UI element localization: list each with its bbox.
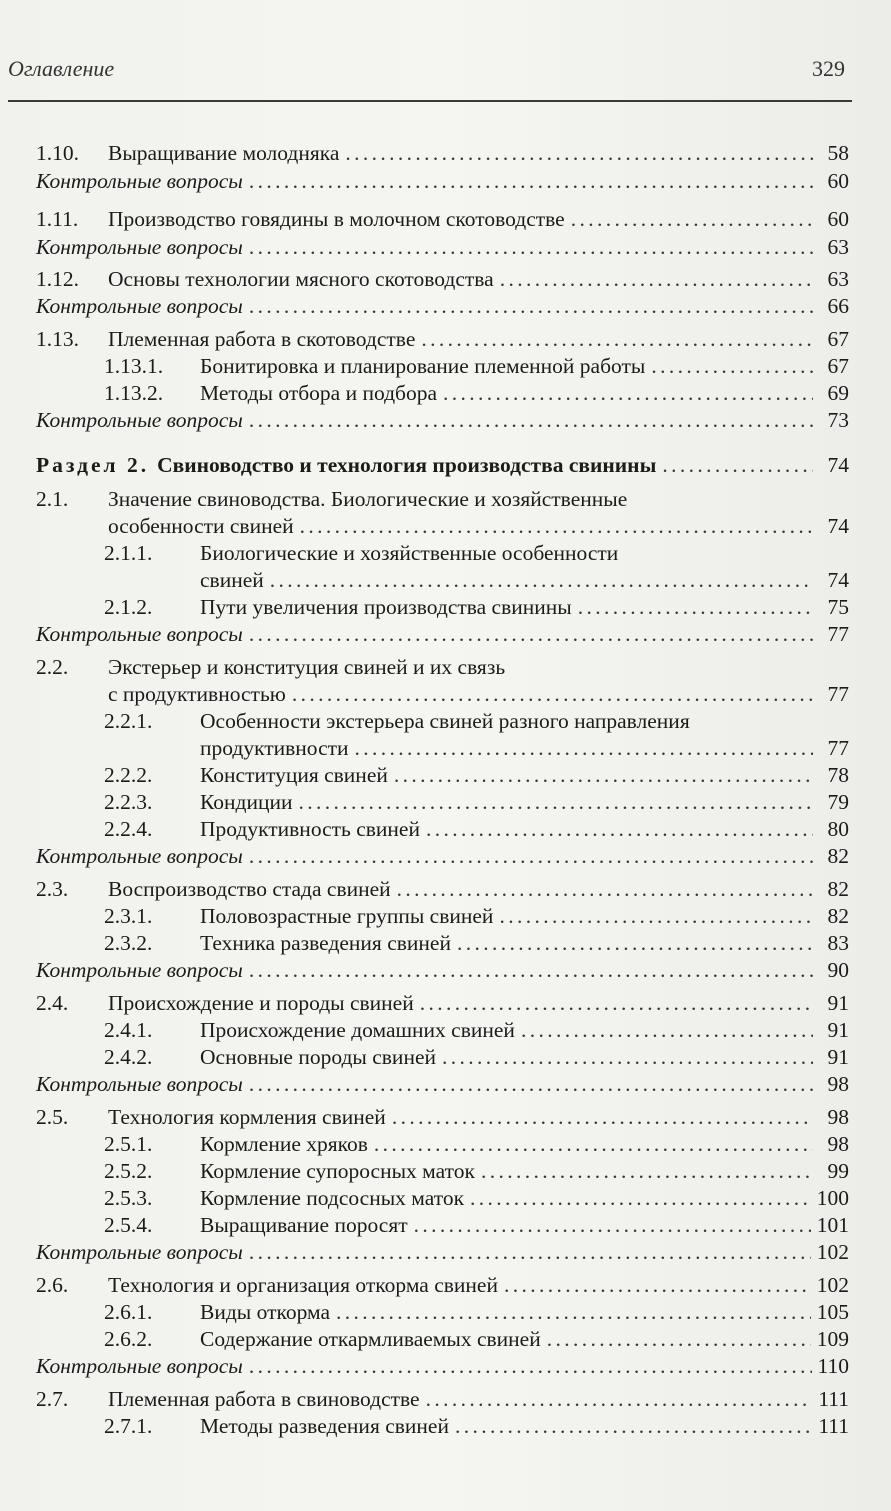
toc-entry-number: 2.6. — [36, 1273, 69, 1297]
toc-entry[interactable] — [104, 1131, 849, 1158]
leader-dots — [299, 789, 814, 816]
toc-entry[interactable] — [36, 140, 849, 167]
toc-entry-title: Племенная работа в свиноводстве — [108, 1387, 420, 1411]
toc-entry[interactable] — [104, 903, 849, 930]
toc-entry-page: 98 — [827, 1105, 849, 1129]
toc-entry[interactable] — [104, 789, 849, 816]
toc-entry-page: 91 — [827, 991, 849, 1015]
leader-dots — [457, 930, 813, 957]
toc-entry-title: Кормление подсосных маток — [200, 1186, 465, 1210]
toc-entry-title: Контрольные вопросы — [36, 1072, 243, 1096]
toc-entry-page: 110 — [817, 1354, 849, 1378]
toc-entry[interactable] — [104, 1017, 849, 1044]
toc-entry-title: Контрольные вопросы — [36, 235, 243, 259]
leader-dots — [270, 567, 813, 594]
leader-dots — [336, 1299, 811, 1326]
toc-entry-title: Конституция свиней — [200, 763, 388, 787]
toc-entry[interactable] — [36, 234, 849, 261]
toc-entry-number: 2.3. — [36, 877, 69, 901]
leader-dots — [662, 452, 813, 479]
leader-dots — [345, 140, 813, 167]
toc-entry-page: 58 — [827, 141, 849, 165]
toc-entry[interactable] — [200, 567, 849, 594]
toc-entry[interactable] — [36, 266, 849, 293]
toc-entry-title: Выращивание молодняка — [108, 141, 340, 165]
leader-dots — [414, 1212, 811, 1239]
toc-entry[interactable] — [36, 1353, 849, 1380]
toc-entry[interactable] — [36, 957, 849, 984]
leader-dots — [421, 326, 813, 353]
toc-entry-page: 63 — [827, 235, 849, 259]
toc-entry-page: 98 — [827, 1132, 849, 1156]
toc-entry-title: Методы отбора и подбора — [200, 381, 438, 405]
toc-entry-number: 2.3.2. — [104, 931, 153, 955]
toc-entry[interactable] — [104, 1158, 849, 1185]
toc-entry-number: 2.2.2. — [104, 763, 153, 787]
toc-entry-page: 66 — [827, 294, 849, 318]
toc-entry-page: 78 — [827, 763, 849, 787]
toc-entry-page: 67 — [827, 354, 849, 378]
toc-entry[interactable] — [108, 681, 849, 708]
toc-entry-number: 1.12. — [36, 267, 79, 291]
toc-entry[interactable] — [36, 876, 849, 903]
toc-entry[interactable] — [104, 1413, 849, 1440]
toc-entry-title-line1: Особенности экстерьера свиней разного направления — [200, 709, 690, 733]
toc-entry[interactable] — [104, 762, 849, 789]
toc-entry[interactable] — [104, 1212, 849, 1239]
toc-entry-title: Содержание откармливаемых свиней — [200, 1327, 541, 1351]
leader-dots — [249, 621, 813, 648]
toc-entry-number: 1.13. — [36, 327, 79, 351]
toc-entry-page: 91 — [827, 1018, 849, 1042]
toc-entry-title: Кормление супоросных маток — [200, 1159, 475, 1183]
toc-entry-page: 90 — [827, 958, 849, 982]
toc-section-entry[interactable] — [36, 452, 849, 479]
toc-entry-page: 105 — [816, 1300, 849, 1324]
toc-entry-number: 2.4.1. — [104, 1018, 153, 1042]
leader-dots — [249, 1353, 812, 1380]
toc-entry-number: 2.3.1. — [104, 904, 153, 928]
toc-entry-number: 2.5.4. — [104, 1213, 153, 1237]
toc-entry-title: особенности свиней — [108, 514, 294, 538]
toc-entry-number: 2.1. — [36, 487, 69, 511]
toc-entry-number: 2.7. — [36, 1387, 69, 1411]
toc-entry-title: Контрольные вопросы — [36, 1354, 243, 1378]
toc-entry-number: 2.5.3. — [104, 1186, 153, 1210]
toc-entry[interactable] — [36, 1071, 849, 1098]
toc-entry-page: 69 — [827, 381, 849, 405]
toc-entry-page: 111 — [818, 1387, 849, 1411]
toc-entry-page: 60 — [827, 207, 849, 231]
leader-dots — [578, 594, 813, 621]
leader-dots — [470, 1185, 811, 1212]
toc-entry-page: 82 — [827, 904, 849, 928]
toc-entry[interactable] — [104, 930, 849, 957]
toc-entry-title: Пути увеличения производства свинины — [200, 595, 572, 619]
toc-entry-number: 2.6.1. — [104, 1300, 153, 1324]
toc-entry-title: Методы разведения свиней — [200, 1414, 449, 1438]
toc-entry-title: Продуктивность свиней — [200, 817, 420, 841]
toc-entry[interactable] — [36, 407, 849, 434]
toc-entry[interactable] — [108, 513, 849, 540]
toc-entry[interactable] — [36, 990, 849, 1017]
toc-entry-title: Половозрастные группы свиней — [200, 904, 494, 928]
toc-entry-number: 2.5.1. — [104, 1132, 153, 1156]
toc-entry[interactable] — [36, 843, 849, 870]
toc-entry-page: 63 — [827, 267, 849, 291]
toc-entry[interactable] — [104, 594, 849, 621]
toc-entry-title: Свиноводство и технология производства свинины — [157, 453, 657, 477]
leader-dots — [249, 293, 813, 320]
toc-entry-page: 60 — [827, 169, 849, 193]
leader-dots — [521, 1017, 813, 1044]
toc-entry-page: 75 — [827, 595, 849, 619]
header-rule — [8, 100, 852, 102]
toc-entry-number: 1.10. — [36, 141, 79, 165]
toc-entry-title: Кондиции — [200, 790, 293, 814]
toc-entry-title: Бонитировка и планирование племенной работы — [200, 354, 646, 378]
toc-entry-title: Выращивание поросят — [200, 1213, 408, 1237]
leader-dots — [249, 957, 813, 984]
toc-entry[interactable] — [36, 1239, 849, 1266]
toc-entry-page: 67 — [827, 327, 849, 351]
leader-dots — [300, 513, 813, 540]
toc-entry-title: Основные породы свиней — [200, 1045, 436, 1069]
toc-entry-title: Кормление хряков — [200, 1132, 368, 1156]
toc-entry-page: 82 — [827, 844, 849, 868]
leader-dots — [504, 1272, 811, 1299]
toc-entry-page: 111 — [818, 1414, 849, 1438]
leader-dots — [355, 735, 813, 762]
leader-dots — [392, 1104, 813, 1131]
leader-dots — [500, 266, 813, 293]
toc-entry-number: 2.2. — [36, 655, 69, 679]
toc-entry-number: 1.11. — [36, 207, 79, 231]
toc-entry[interactable] — [104, 380, 849, 407]
toc-entry-title: Контрольные вопросы — [36, 958, 243, 982]
leader-dots — [547, 1326, 811, 1353]
toc-entry[interactable] — [36, 1386, 849, 1413]
leader-dots — [420, 990, 813, 1017]
toc-entry-title-line1: Значение свиноводства. Биологические и хозяйственные — [108, 487, 628, 511]
toc-entry[interactable] — [36, 1272, 849, 1299]
toc-entry-title: Племенная работа в скотоводстве — [108, 327, 416, 351]
toc-entry-page: 80 — [827, 817, 849, 841]
toc-entry-title: Контрольные вопросы — [36, 844, 243, 868]
leader-dots — [374, 1131, 813, 1158]
toc-entry-page: 82 — [827, 877, 849, 901]
toc-entry[interactable] — [104, 816, 849, 843]
toc-entry-page: 91 — [827, 1045, 849, 1069]
toc-entry[interactable] — [36, 1104, 849, 1131]
leader-dots — [499, 903, 813, 930]
toc-entry-title: Технология и организация откорма свиней — [108, 1273, 498, 1297]
toc-entry[interactable] — [104, 1044, 849, 1071]
leader-dots — [481, 1158, 813, 1185]
leader-dots — [455, 1413, 812, 1440]
leader-dots — [571, 206, 813, 233]
toc-entry-page: 74 — [827, 514, 849, 538]
toc-entry-title: с продуктивностью — [108, 682, 286, 706]
leader-dots — [394, 762, 813, 789]
toc-entry[interactable] — [36, 621, 849, 648]
toc-entry-page: 100 — [816, 1186, 849, 1210]
toc-entry-number: 2.5. — [36, 1105, 69, 1129]
toc-entry-number: 2.4.2. — [104, 1045, 153, 1069]
toc-entry-title: Производство говядины в молочном скотоводстве — [108, 207, 565, 231]
toc-entry-number: 2.7.1. — [104, 1414, 153, 1438]
leader-dots — [651, 353, 813, 380]
leader-dots — [249, 168, 813, 195]
leader-dots — [426, 816, 813, 843]
leader-dots — [249, 1239, 811, 1266]
toc-entry-number: 2.1.2. — [104, 595, 153, 619]
toc-entry-page: 98 — [827, 1072, 849, 1096]
leader-dots — [397, 876, 813, 903]
toc-entry-page: 74 — [827, 568, 849, 592]
toc-entry-number: 2.2.4. — [104, 817, 153, 841]
toc-entry[interactable] — [104, 1299, 849, 1326]
toc-entry-title: Техника разведения свиней — [200, 931, 451, 955]
toc-entry-number: 2.1.1. — [104, 541, 153, 565]
toc-entry-page: 99 — [827, 1159, 849, 1183]
leader-dots — [426, 1386, 813, 1413]
toc-entry-page: 77 — [827, 682, 849, 706]
toc-entry-title-line1: Экстерьер и конституция свиней и их связь — [108, 655, 506, 679]
toc-entry[interactable] — [104, 353, 849, 380]
leader-dots — [249, 234, 813, 261]
toc-entry-title: Основы технологии мясного скотоводства — [108, 267, 494, 291]
toc-entry[interactable] — [36, 206, 849, 233]
toc-entry[interactable] — [36, 326, 849, 353]
toc-entry-page: 109 — [816, 1327, 849, 1351]
toc-entry[interactable] — [104, 1326, 849, 1353]
toc-entry[interactable] — [104, 1185, 849, 1212]
toc-entry-title: продуктивности — [200, 736, 349, 760]
toc-entry-title: Происхождение и породы свиней — [108, 991, 414, 1015]
toc-entry-page: 102 — [816, 1240, 849, 1264]
toc-entry-title: Технология кормления свиней — [108, 1105, 386, 1129]
toc-entry-number: 2.5.2. — [104, 1159, 153, 1183]
toc-entry-page: 79 — [827, 790, 849, 814]
toc-entry-title: Контрольные вопросы — [36, 408, 243, 432]
toc-entry-title: Контрольные вопросы — [36, 1240, 243, 1264]
toc-entry-number: 2.4. — [36, 991, 69, 1015]
toc-entry-page: 101 — [816, 1213, 849, 1237]
leader-dots — [249, 843, 813, 870]
toc-entry-title-line1: Биологические и хозяйственные особенности — [200, 541, 619, 565]
toc-entry-page: 102 — [816, 1273, 849, 1297]
leader-dots — [249, 407, 813, 434]
toc-entry[interactable] — [200, 735, 849, 762]
leader-dots — [443, 380, 813, 407]
leader-dots — [442, 1044, 813, 1071]
toc-entry-number: 2.2.3. — [104, 790, 153, 814]
toc-entry-number: 1.13.1. — [104, 354, 164, 378]
leader-dots — [292, 681, 813, 708]
toc-entry-title: Воспроизводство стада свиней — [108, 877, 391, 901]
running-header-title: Оглавление — [8, 56, 115, 81]
section-label: Раздел 2. — [36, 453, 150, 477]
toc-entry-number: 1.13.2. — [104, 381, 164, 405]
toc-entry-title: Контрольные вопросы — [36, 622, 243, 646]
toc-entry[interactable] — [36, 168, 849, 195]
toc-entry[interactable] — [36, 293, 849, 320]
leader-dots — [249, 1071, 813, 1098]
toc-entry-page: 74 — [827, 453, 849, 477]
toc-entry-page: 77 — [827, 622, 849, 646]
toc-entry-page: 77 — [827, 736, 849, 760]
toc-entry-title: Контрольные вопросы — [36, 169, 243, 193]
toc-entry-page: 83 — [827, 931, 849, 955]
toc-entry-title: Контрольные вопросы — [36, 294, 243, 318]
toc-entry-page: 73 — [827, 408, 849, 432]
toc-entry-title: Происхождение домашних свиней — [200, 1018, 515, 1042]
toc-entry-number: 2.2.1. — [104, 709, 153, 733]
toc-entry-title: свиней — [200, 568, 264, 592]
running-header-page-number: 329 — [812, 56, 845, 81]
toc-entry-title: Виды откорма — [200, 1300, 330, 1324]
toc-entry-number: 2.6.2. — [104, 1327, 153, 1351]
